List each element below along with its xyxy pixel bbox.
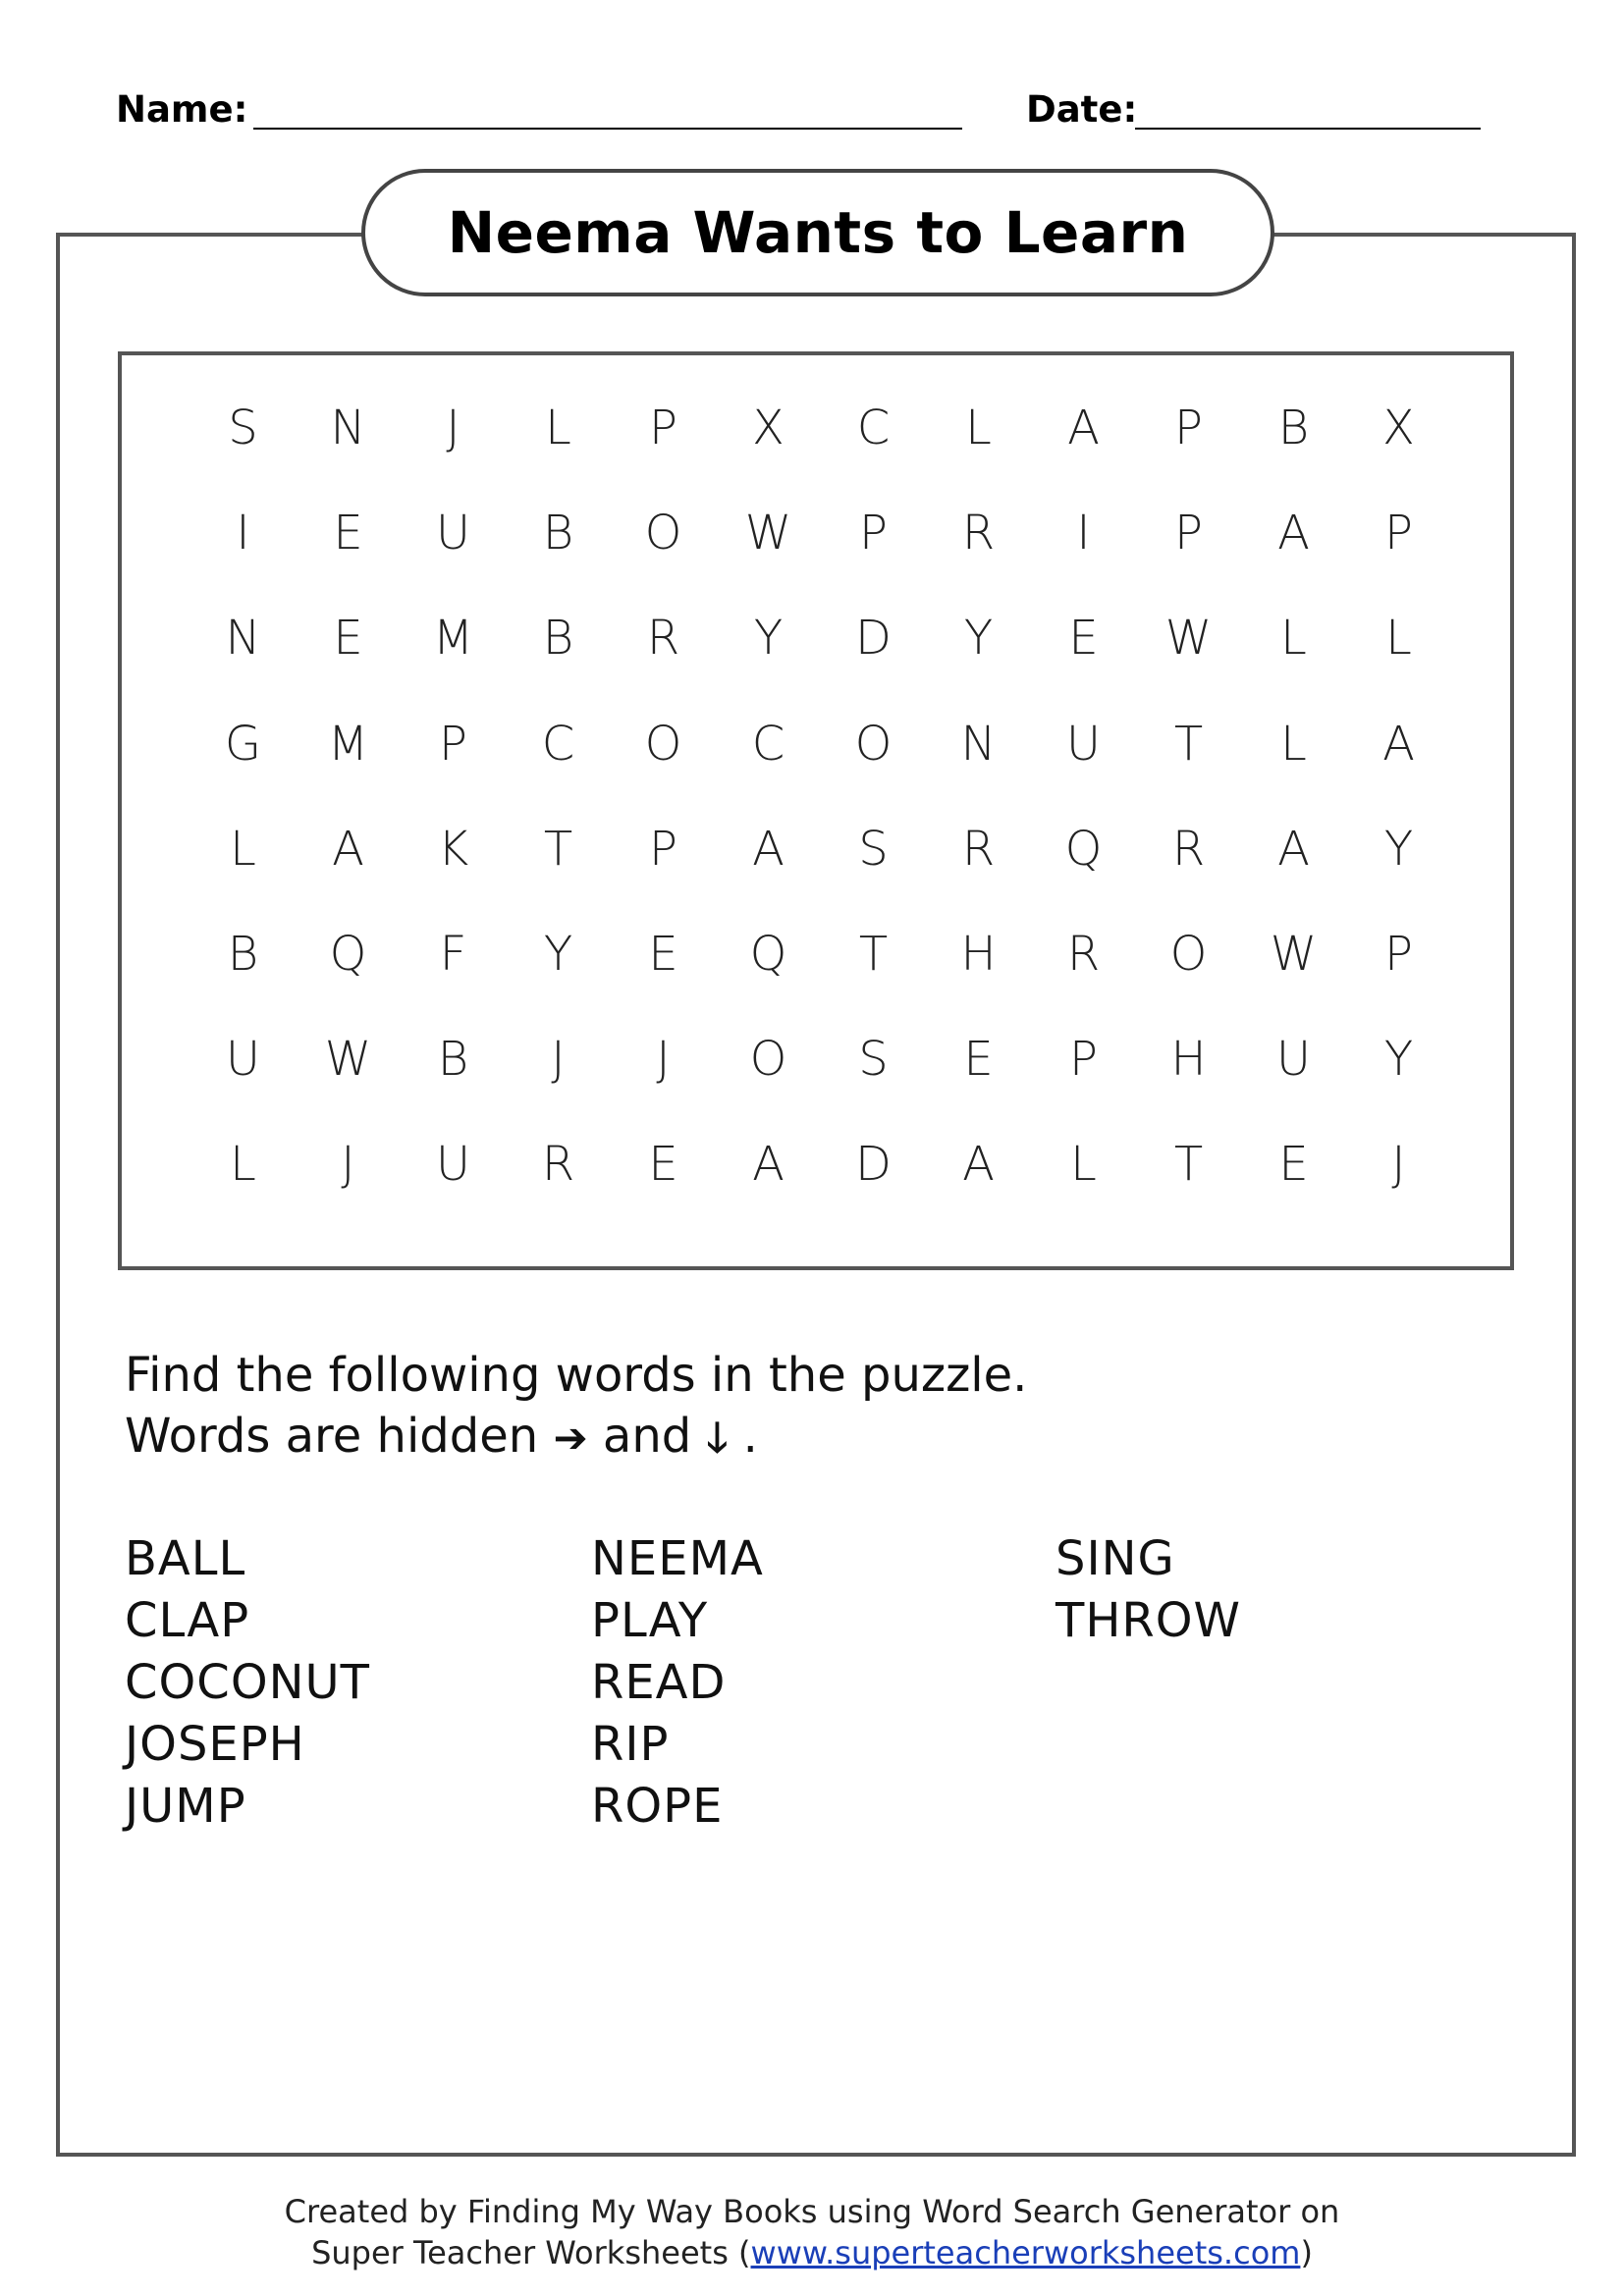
grid-cell: Y: [963, 611, 994, 667]
header-row: [116, 88, 1490, 137]
grid-cell: P: [649, 821, 677, 877]
grid-cell: C: [751, 716, 785, 772]
word-item: READ: [591, 1655, 727, 1710]
footer-link[interactable]: www.superteacherworksheets.com: [750, 2234, 1301, 2271]
word-list-col2: [591, 1528, 764, 1838]
grid-cell: E: [1068, 611, 1099, 667]
grid-cell: L: [1280, 611, 1307, 667]
grid-cell: R: [1171, 821, 1206, 877]
grid-cell: W: [324, 1032, 372, 1088]
grid-cell: B: [1277, 400, 1310, 455]
grid-cell: W: [1270, 926, 1318, 982]
grid-cell: E: [333, 611, 363, 667]
word-item: ROPE: [591, 1779, 724, 1834]
grid-cell: H: [1170, 1032, 1207, 1088]
grid-cell: P: [649, 400, 677, 455]
grid-cell: P: [1069, 1032, 1098, 1088]
grid-cell: Y: [1383, 1032, 1414, 1088]
grid-cell: L: [1070, 1137, 1097, 1193]
grid-cell: P: [1174, 400, 1203, 455]
grid-cell: X: [752, 400, 785, 455]
grid-cell: Q: [329, 926, 367, 982]
grid-cell: J: [446, 400, 460, 455]
grid-cell: E: [1278, 1137, 1309, 1193]
grid-cell: P: [859, 506, 888, 561]
grid-cell: U: [225, 1032, 261, 1088]
grid-cell: Y: [1383, 821, 1414, 877]
word-item: PLAY: [591, 1593, 709, 1648]
grid-cell: A: [1277, 821, 1310, 877]
grid-cell: C: [856, 400, 891, 455]
instructions-line2-prefix: Words are hidden: [125, 1409, 539, 1464]
name-label: Name:: [116, 88, 248, 131]
grid-cell: N: [330, 400, 366, 455]
grid-cell: A: [752, 821, 785, 877]
footer-line2-prefix: Super Teacher Worksheets (: [311, 2234, 751, 2271]
footer-line2-suffix: ): [1300, 2234, 1313, 2271]
grid-cell: Q: [749, 926, 787, 982]
grid-cell: U: [1275, 1032, 1312, 1088]
grid-cell: O: [854, 716, 893, 772]
arrow-down-icon: 🡓: [706, 1414, 729, 1462]
grid-cell: M: [327, 716, 369, 772]
grid-cell: Q: [1064, 821, 1103, 877]
grid-cell: B: [227, 926, 259, 982]
grid-cell: T: [1173, 716, 1204, 772]
word-item: SING: [1056, 1531, 1175, 1586]
grid-letters: [190, 400, 1451, 1247]
grid-cell: J: [1391, 1137, 1406, 1193]
word-item: THROW: [1056, 1593, 1242, 1648]
grid-cell: U: [435, 1137, 471, 1193]
grid-cell: Y: [753, 611, 784, 667]
grid-cell: B: [542, 611, 574, 667]
grid-cell: E: [648, 1137, 678, 1193]
grid-cell: M: [432, 611, 474, 667]
grid-cell: L: [230, 821, 256, 877]
grid-cell: P: [439, 716, 467, 772]
grid-cell: N: [225, 611, 261, 667]
grid-cell: A: [332, 821, 364, 877]
grid-cell: T: [858, 926, 889, 982]
grid-cell: D: [855, 1137, 892, 1193]
word-item: JUMP: [125, 1779, 246, 1834]
grid-cell: I: [236, 506, 250, 561]
instructions-line2: [125, 1406, 1027, 1468]
grid-cell: A: [1067, 400, 1100, 455]
grid-cell: S: [228, 400, 258, 455]
grid-cell: R: [541, 1137, 575, 1193]
word-item: JOSEPH: [125, 1717, 305, 1772]
name-line[interactable]: [253, 128, 962, 130]
grid-cell: U: [1065, 716, 1102, 772]
grid-cell: G: [224, 716, 262, 772]
word-item: BALL: [125, 1531, 246, 1586]
grid-cell: A: [962, 1137, 995, 1193]
grid-cell: R: [646, 611, 680, 667]
footer-line2: [0, 2232, 1624, 2273]
grid-cell: Y: [543, 926, 573, 982]
grid-cell: J: [551, 1032, 566, 1088]
grid-cell: J: [341, 1137, 355, 1193]
footer: [0, 2191, 1624, 2273]
instructions-and: and: [602, 1409, 692, 1464]
grid-cell: W: [744, 506, 792, 561]
grid-cell: A: [1277, 506, 1310, 561]
grid-cell: O: [644, 506, 682, 561]
grid-cell: L: [230, 1137, 256, 1193]
grid-cell: L: [545, 400, 571, 455]
grid-cell: D: [855, 611, 892, 667]
grid-cell: I: [1076, 506, 1091, 561]
grid-cell: U: [435, 506, 471, 561]
date-line[interactable]: [1135, 128, 1481, 130]
grid-cell: A: [1382, 716, 1415, 772]
grid-cell: E: [963, 1032, 994, 1088]
grid-cell: P: [1384, 926, 1413, 982]
word-list-col1: [125, 1528, 370, 1838]
grid-cell: H: [960, 926, 997, 982]
grid-cell: P: [1174, 506, 1203, 561]
grid-cell: N: [960, 716, 997, 772]
word-item: CLAP: [125, 1593, 250, 1648]
grid-cell: E: [333, 506, 363, 561]
grid-cell: K: [437, 821, 469, 877]
instructions-period: .: [742, 1409, 758, 1464]
date-label: Date:: [1026, 88, 1138, 131]
instructions: [125, 1345, 1027, 1468]
grid-cell: W: [1164, 611, 1213, 667]
page-title: Neema Wants to Learn: [361, 169, 1274, 296]
word-list-col3: [1056, 1528, 1241, 1652]
grid-cell: C: [541, 716, 575, 772]
grid-cell: B: [542, 506, 574, 561]
instructions-line1: Find the following words in the puzzle.: [125, 1348, 1028, 1403]
grid-cell: T: [1173, 1137, 1204, 1193]
grid-cell: B: [437, 1032, 469, 1088]
grid-cell: E: [648, 926, 678, 982]
grid-cell: R: [1066, 926, 1101, 982]
grid-cell: S: [858, 1032, 889, 1088]
grid-cell: X: [1382, 400, 1415, 455]
grid-cell: A: [752, 1137, 785, 1193]
footer-line1: Created by Finding My Way Books using Word Search Generator on: [284, 2193, 1340, 2230]
grid-cell: R: [961, 821, 996, 877]
grid-cell: O: [749, 1032, 787, 1088]
grid-cell: R: [961, 506, 996, 561]
grid-cell: S: [858, 821, 889, 877]
arrow-right-icon: ➔: [553, 1414, 588, 1462]
grid-cell: L: [965, 400, 992, 455]
grid-cell: O: [1169, 926, 1208, 982]
grid-cell: L: [1280, 716, 1307, 772]
word-item: COCONUT: [125, 1655, 370, 1710]
grid-cell: P: [1384, 506, 1413, 561]
grid-cell: F: [439, 926, 467, 982]
word-item: NEEMA: [591, 1531, 764, 1586]
grid-cell: L: [1385, 611, 1412, 667]
word-search-grid: [118, 351, 1514, 1270]
grid-cell: O: [644, 716, 682, 772]
grid-cell: T: [543, 821, 573, 877]
word-item: RIP: [591, 1717, 670, 1772]
grid-cell: J: [656, 1032, 671, 1088]
